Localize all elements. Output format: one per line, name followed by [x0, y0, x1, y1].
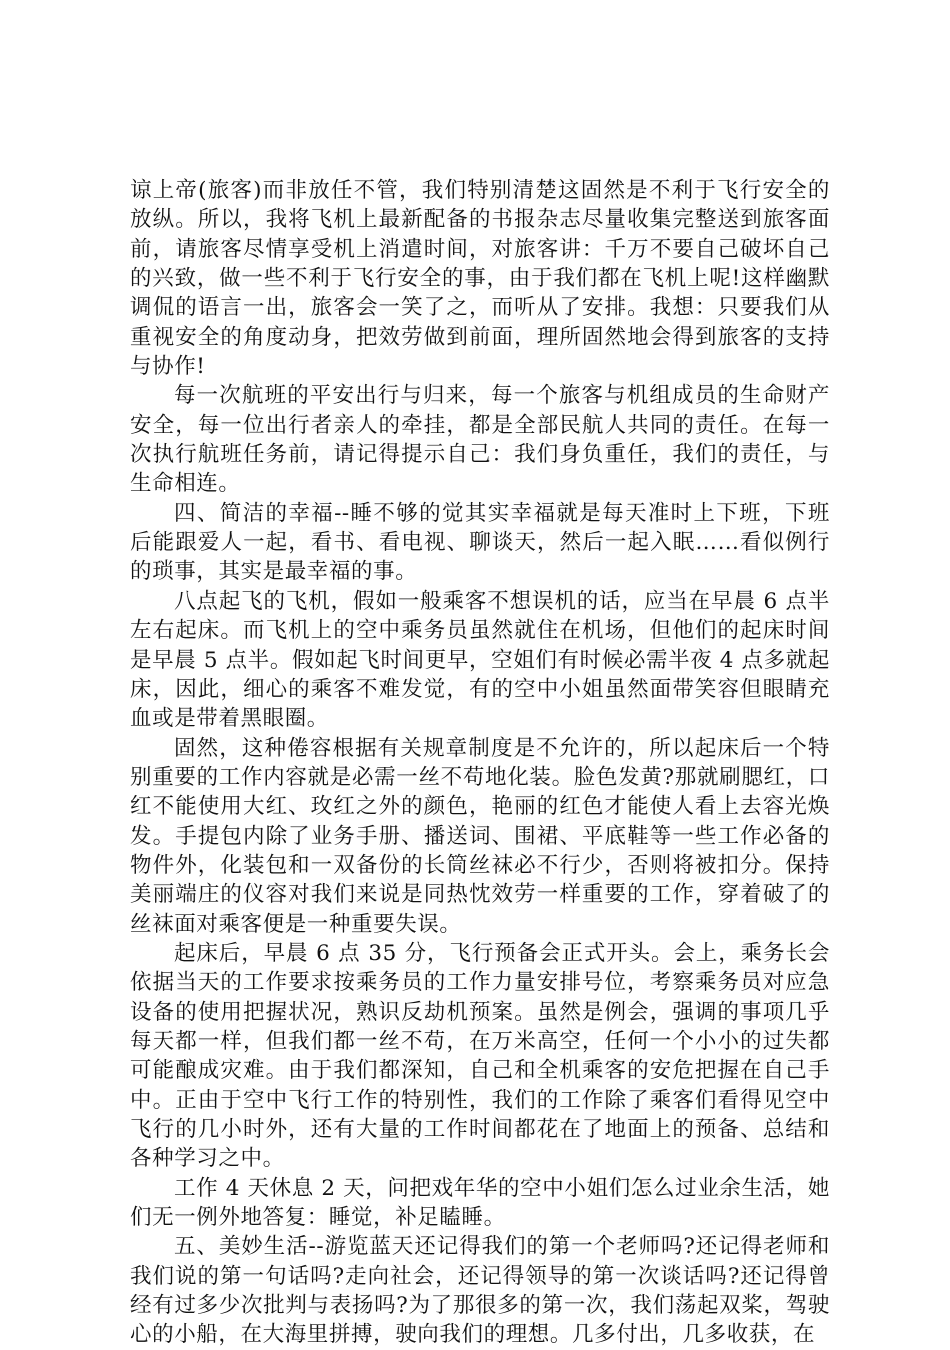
paragraph-8-section-five: 五、美妙生活--游览蓝天还记得我们的第一个老师吗?还记得老师和我们说的第一句话吗?走向社会，还记得领导的第一次谈话吗?还记得曾经有过多少次批判与表扬吗?为了那很多的第一次，我们荡起双桨，驾驶心的小船，在大海里拼搏，驶向我们的理想。几多付出，几多收获，在 — [130, 1234, 830, 1348]
paragraph-7: 工作 4 天休息 2 天，问把戏年华的空中小姐们怎么过业余生活，她们无一例外地答复：睡觉，补足瞌睡。 — [130, 1175, 830, 1231]
body-text — [130, 176, 830, 1350]
paragraph-6: 起床后，早晨 6 点 35 分，飞行预备会正式开头。会上，乘务长会依据当天的工作要求按乘务员的工作力量安排号位，考察乘务员对应急设备的使用把握状况，熟识反劫机预案。虽然是例会，强调的事项几乎每天都一样，但我们都一丝不苟，在万米高空，任何一个小小的过失都可能酿成灾难。由于我们都深知，自己和全机乘客的安危把握在自己手中。正由于空中飞行工作的特别性，我们的工作除了乘客们看得见空中飞行的几小时外，还有大量的工作时间都花在了地面上的预备、总结和各种学习之中。 — [130, 940, 830, 1172]
paragraph-3-section-four: 四、简洁的幸福--睡不够的觉其实幸福就是每天准时上下班，下班后能跟爱人一起，看书、看电视、聊谈天，然后一起入眠……看似例行的琐事，其实是最幸福的事。 — [130, 500, 830, 585]
paragraph-1: 谅上帝(旅客)而非放任不管，我们特别清楚这固然是不利于飞行安全的放纵。所以，我将飞机上最新配备的书报杂志尽量收集完整送到旅客面前，请旅客尽情享受机上消遣时间，对旅客讲：千万不要自己破坏自己的兴致，做一些不利于飞行安全的事，由于我们都在飞机上呢!这样幽默调侃的语言一出，旅客会一笑了之，而听从了安排。我想：只要我们从重视安全的角度动身，把效劳做到前面，理所固然地会得到旅客的支持与协作! — [130, 178, 830, 380]
paragraph-2: 每一次航班的平安出行与归来，每一个旅客与机组成员的生命财产安全，每一位出行者亲人的牵挂，都是全部民航人共同的责任。在每一次执行航班任务前，请记得提示自己：我们身负重任，我们的责任，与生命相连。 — [130, 383, 830, 497]
paragraph-5: 固然，这种倦容根据有关规章制度是不允许的，所以起床后一个特别重要的工作内容就是必需一丝不苟地化装。脸色发黄?那就刷腮红，口红不能使用大红、玫红之外的颜色，艳丽的红色才能使人看上去容光焕发。手提包内除了业务手册、播送词、围裙、平底鞋等一些工作必备的物件外，化装包和一双备份的长筒丝袜必不行少，否则将被扣分。保持美丽端庄的仪容对我们来说是同热忱效劳一样重要的工作，穿着破了的丝袜面对乘客便是一种重要失误。 — [130, 735, 830, 937]
paragraph-4: 八点起飞的飞机，假如一般乘客不想误机的话，应当在早晨 6 点半左右起床。而飞机上的空中乘务员虽然就住在机场，但他们的起床时间是早晨 5 点半。假如起飞时间更早，空姐们有时候必需半夜 4 点多就起床，因此，细心的乘客不难发觉，有的空中小姐虽然面带笑容但眼睛充血或是带着黑眼圈。 — [130, 588, 830, 732]
